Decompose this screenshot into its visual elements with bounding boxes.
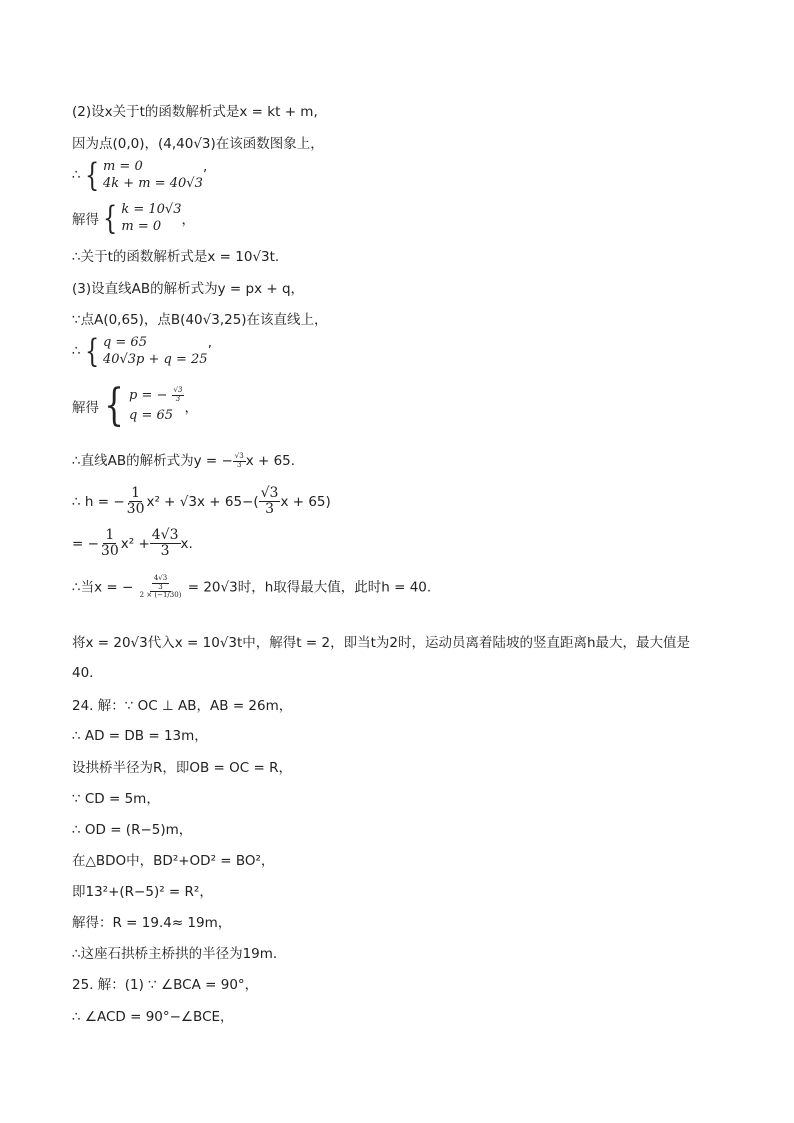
brace-icon: { bbox=[84, 332, 99, 370]
solution-line: ∴ OD = (R−5)m， bbox=[72, 822, 193, 838]
solution-line: ∵点A(0,65)，点B(40√3,25)在该直线上， bbox=[72, 312, 328, 328]
fraction: $\frac{4√3}{3}$ bbox=[151, 527, 179, 560]
brace-icon: { bbox=[104, 380, 124, 431]
punctuation: ， bbox=[181, 212, 195, 228]
system-row: 40√3p + q = 25 bbox=[102, 352, 208, 367]
solution-line: 因为点(0,0)，(4,40√3)在该函数图象上， bbox=[72, 136, 324, 152]
solution-line: ∴当x = − $\frac{\frac{4√3}{3}}{2 \times (-1/30)}$ = 20√3时，h取得最大值，此时h = 40. bbox=[72, 574, 432, 600]
punctuation: ’ bbox=[202, 167, 208, 183]
fraction: $\frac{1}{30}$ bbox=[100, 527, 119, 560]
solution-line: 25. 解：(1) ∵ ∠BCA = 90°， bbox=[72, 977, 259, 993]
solution-line: 解得：R = 19.4≈ 19m， bbox=[72, 915, 232, 931]
punctuation: ’ bbox=[207, 343, 212, 359]
solution-line: ∴ AD = DB = 13m， bbox=[72, 728, 208, 744]
therefore-symbol: ∴ bbox=[72, 167, 81, 183]
solution-line: (2)设x关于t的函数解析式是x = kt + m, bbox=[72, 104, 318, 120]
solution-line: ∴ h = − $\frac{1}{30}$ x² + √3x + 65−( $\frac{√3}{3}$ x + 65) bbox=[72, 485, 331, 518]
fraction: $\frac{√3}{3}$ bbox=[260, 485, 279, 518]
punctuation: ， bbox=[184, 400, 198, 416]
solution-line: ∵ CD = 5m， bbox=[72, 791, 160, 807]
solution-line: = − $\frac{1}{30}$ x² + $\frac{4√3}{3}$ x. bbox=[72, 527, 193, 560]
solution-line: 在△BDO中，BD²+OD² = BO²， bbox=[72, 853, 275, 869]
fraction: $\frac{1}{30}$ bbox=[126, 485, 145, 518]
equation-system bbox=[72, 158, 207, 192]
fraction: $\frac{4√3}{3}$ bbox=[153, 574, 168, 591]
solution-line: 设拱桥半径为R，即OB = OC = R， bbox=[72, 760, 292, 776]
therefore-symbol: ∴ bbox=[72, 343, 81, 359]
system-row: k = 10√3 bbox=[121, 202, 182, 217]
solve-label: 解得 bbox=[72, 400, 99, 416]
solution-line: 即13²+(R−5)² = R²， bbox=[72, 884, 213, 900]
solution-line: 将x = 20√3代入x = 10√3t中，解得t = 2，即当t为2时，运动员离着陆坡的竖直距离h最大，最大值是 bbox=[72, 635, 691, 651]
brace-icon: { bbox=[84, 156, 99, 194]
system-row: m = 0 bbox=[102, 159, 143, 174]
equation-system bbox=[72, 380, 198, 431]
solution-line: ∴ ∠ACD = 90°−∠BCE， bbox=[72, 1009, 234, 1025]
system-row: 4k + m = 40√3 bbox=[102, 176, 203, 191]
solution-line: ∴直线AB的解析式为y = − $\frac{√3}{3}$ x + 65. bbox=[72, 451, 296, 469]
solution-line: 40. bbox=[72, 665, 94, 681]
system-row: q = 65 bbox=[102, 335, 147, 350]
equation-system bbox=[72, 201, 195, 235]
system-row: q = 65 bbox=[129, 408, 174, 423]
solution-line: ∴这座石拱桥主桥拱的半径为19m. bbox=[72, 946, 278, 962]
system-row: m = 0 bbox=[121, 219, 162, 234]
equation-system bbox=[72, 334, 212, 368]
solve-label: 解得 bbox=[72, 212, 99, 228]
brace-icon: { bbox=[103, 199, 118, 237]
solution-line: (3)设直线AB的解析式为y = px + q， bbox=[72, 281, 305, 297]
system-row: p = − $\frac{√3}{3}$ bbox=[129, 386, 183, 403]
solution-line: ∴关于t的函数解析式是x = 10√3t. bbox=[72, 249, 280, 265]
fraction: $\frac{√3}{3}$ bbox=[234, 451, 244, 469]
solution-line: 24. 解：∵ OC ⊥ AB，AB = 26m， bbox=[72, 698, 293, 714]
fraction: $\frac{√3}{3}$ bbox=[173, 386, 183, 403]
fraction: $\frac{\frac{4√3}{3}}{2 \times (-1/30)}$ bbox=[139, 574, 182, 600]
